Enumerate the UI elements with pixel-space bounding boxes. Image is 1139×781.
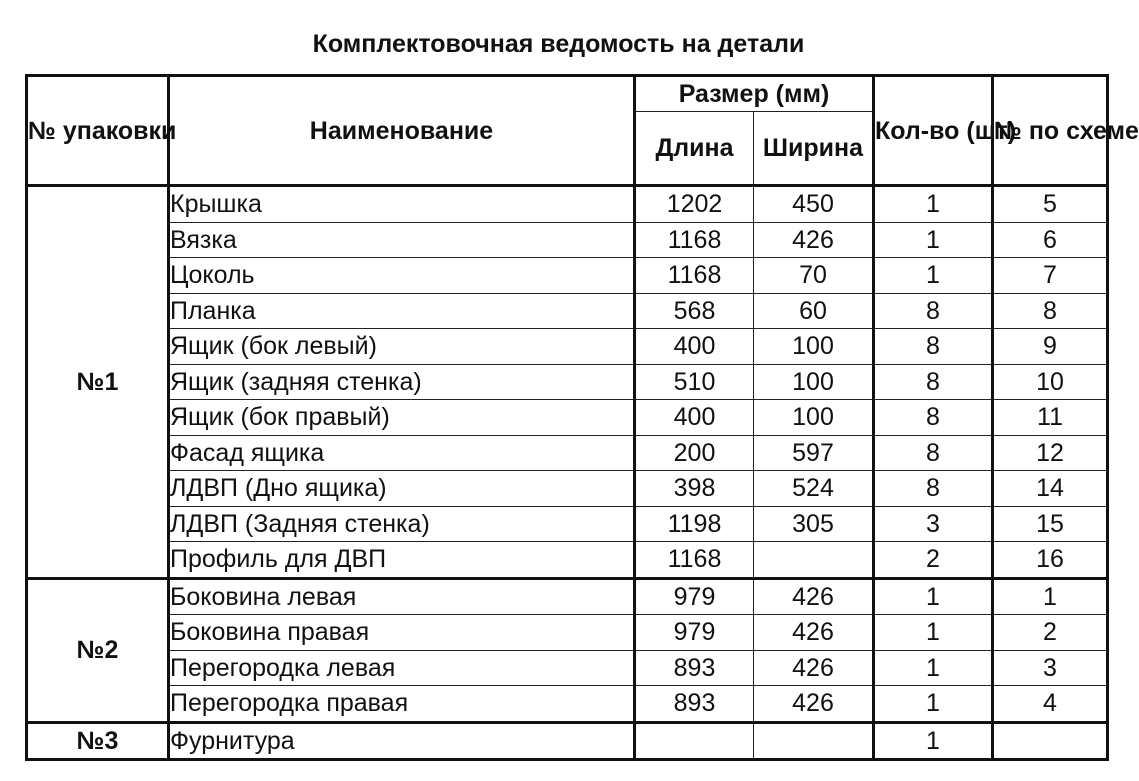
part-length: 979 xyxy=(635,578,754,615)
header-scheme-no: № по схеме xyxy=(993,76,1108,186)
part-scheme-no: 14 xyxy=(993,471,1108,507)
header-qty: Кол-во (шт) xyxy=(874,76,993,186)
part-scheme-no: 7 xyxy=(993,258,1108,294)
table-row xyxy=(27,329,1108,365)
part-scheme-no xyxy=(993,722,1108,760)
part-width: 426 xyxy=(754,686,874,723)
part-qty: 8 xyxy=(874,329,993,365)
part-name: Профиль для ДВП xyxy=(169,542,635,579)
part-qty: 8 xyxy=(874,400,993,436)
header-width: Ширина xyxy=(754,112,874,186)
part-length xyxy=(635,722,754,760)
part-name: Вязка xyxy=(169,222,635,258)
part-qty: 1 xyxy=(874,186,993,223)
part-width: 597 xyxy=(754,435,874,471)
part-qty: 1 xyxy=(874,722,993,760)
part-name: Ящик (бок левый) xyxy=(169,329,635,365)
part-scheme-no: 5 xyxy=(993,186,1108,223)
part-length: 1168 xyxy=(635,258,754,294)
table-row xyxy=(27,435,1108,471)
part-qty: 8 xyxy=(874,293,993,329)
table-row xyxy=(27,471,1108,507)
table-row xyxy=(27,364,1108,400)
part-scheme-no: 8 xyxy=(993,293,1108,329)
table-row xyxy=(27,650,1108,686)
part-name: Боковина левая xyxy=(169,578,635,615)
part-name: Боковина правая xyxy=(169,615,635,651)
part-qty: 1 xyxy=(874,258,993,294)
part-width xyxy=(754,722,874,760)
part-length: 400 xyxy=(635,329,754,365)
part-length: 200 xyxy=(635,435,754,471)
part-width: 100 xyxy=(754,400,874,436)
part-qty: 8 xyxy=(874,471,993,507)
table-row xyxy=(27,686,1108,723)
part-name: ЛДВП (Задняя стенка) xyxy=(169,506,635,542)
part-name: Крышка xyxy=(169,186,635,223)
parts-table xyxy=(25,74,1139,761)
part-width: 70 xyxy=(754,258,874,294)
part-name: Планка xyxy=(169,293,635,329)
part-qty: 1 xyxy=(874,578,993,615)
part-width: 426 xyxy=(754,578,874,615)
part-length: 398 xyxy=(635,471,754,507)
part-scheme-no: 4 xyxy=(993,686,1108,723)
part-name: Фасад ящика xyxy=(169,435,635,471)
part-qty: 8 xyxy=(874,435,993,471)
part-name: Перегородка левая xyxy=(169,650,635,686)
table-row xyxy=(27,578,1108,615)
part-length: 568 xyxy=(635,293,754,329)
part-scheme-no: 15 xyxy=(993,506,1108,542)
header-name: Наименование xyxy=(169,76,635,186)
table-row xyxy=(27,400,1108,436)
part-scheme-no: 11 xyxy=(993,400,1108,436)
header-length: Длина xyxy=(635,112,754,186)
part-scheme-no: 12 xyxy=(993,435,1108,471)
table-row xyxy=(27,542,1108,579)
part-length: 1168 xyxy=(635,222,754,258)
part-width: 426 xyxy=(754,615,874,651)
table-row xyxy=(27,506,1108,542)
table-row xyxy=(27,615,1108,651)
part-width: 524 xyxy=(754,471,874,507)
table-body xyxy=(27,186,1108,760)
part-qty: 3 xyxy=(874,506,993,542)
header-pack-no: № упаковки xyxy=(27,76,169,186)
part-width: 426 xyxy=(754,650,874,686)
part-name: ЛДВП (Дно ящика) xyxy=(169,471,635,507)
part-scheme-no: 16 xyxy=(993,542,1108,579)
part-width: 100 xyxy=(754,329,874,365)
part-scheme-no: 1 xyxy=(993,578,1108,615)
part-width xyxy=(754,542,874,579)
part-qty: 1 xyxy=(874,686,993,723)
table-header xyxy=(27,76,1139,186)
pack-label: №3 xyxy=(27,722,169,760)
part-width: 426 xyxy=(754,222,874,258)
part-scheme-no: 9 xyxy=(993,329,1108,365)
part-name: Ящик (задняя стенка) xyxy=(169,364,635,400)
table-row xyxy=(27,722,1108,760)
table-row xyxy=(27,186,1108,223)
part-length: 400 xyxy=(635,400,754,436)
pack-label: №2 xyxy=(27,578,169,722)
part-scheme-no: 3 xyxy=(993,650,1108,686)
part-qty: 8 xyxy=(874,364,993,400)
document-title: Комплектовочная ведомость на детали xyxy=(312,30,805,58)
part-length: 510 xyxy=(635,364,754,400)
header-size: Размер (мм) xyxy=(635,76,874,112)
part-qty: 1 xyxy=(874,615,993,651)
part-name: Цоколь xyxy=(169,258,635,294)
table-row xyxy=(27,222,1108,258)
part-length: 1202 xyxy=(635,186,754,223)
part-qty: 1 xyxy=(874,222,993,258)
part-name: Перегородка правая xyxy=(169,686,635,723)
part-length: 1198 xyxy=(635,506,754,542)
pack-label: №1 xyxy=(27,186,169,579)
table-row xyxy=(27,258,1108,294)
part-length: 979 xyxy=(635,615,754,651)
part-length: 893 xyxy=(635,686,754,723)
part-scheme-no: 6 xyxy=(993,222,1108,258)
part-width: 100 xyxy=(754,364,874,400)
part-name: Фурнитура xyxy=(169,722,635,760)
part-width: 305 xyxy=(754,506,874,542)
part-width: 60 xyxy=(754,293,874,329)
part-width: 450 xyxy=(754,186,874,223)
part-scheme-no: 2 xyxy=(993,615,1108,651)
part-name: Ящик (бок правый) xyxy=(169,400,635,436)
part-length: 893 xyxy=(635,650,754,686)
table-row xyxy=(27,293,1108,329)
part-scheme-no: 10 xyxy=(993,364,1108,400)
part-qty: 1 xyxy=(874,650,993,686)
part-qty: 2 xyxy=(874,542,993,579)
part-length: 1168 xyxy=(635,542,754,579)
